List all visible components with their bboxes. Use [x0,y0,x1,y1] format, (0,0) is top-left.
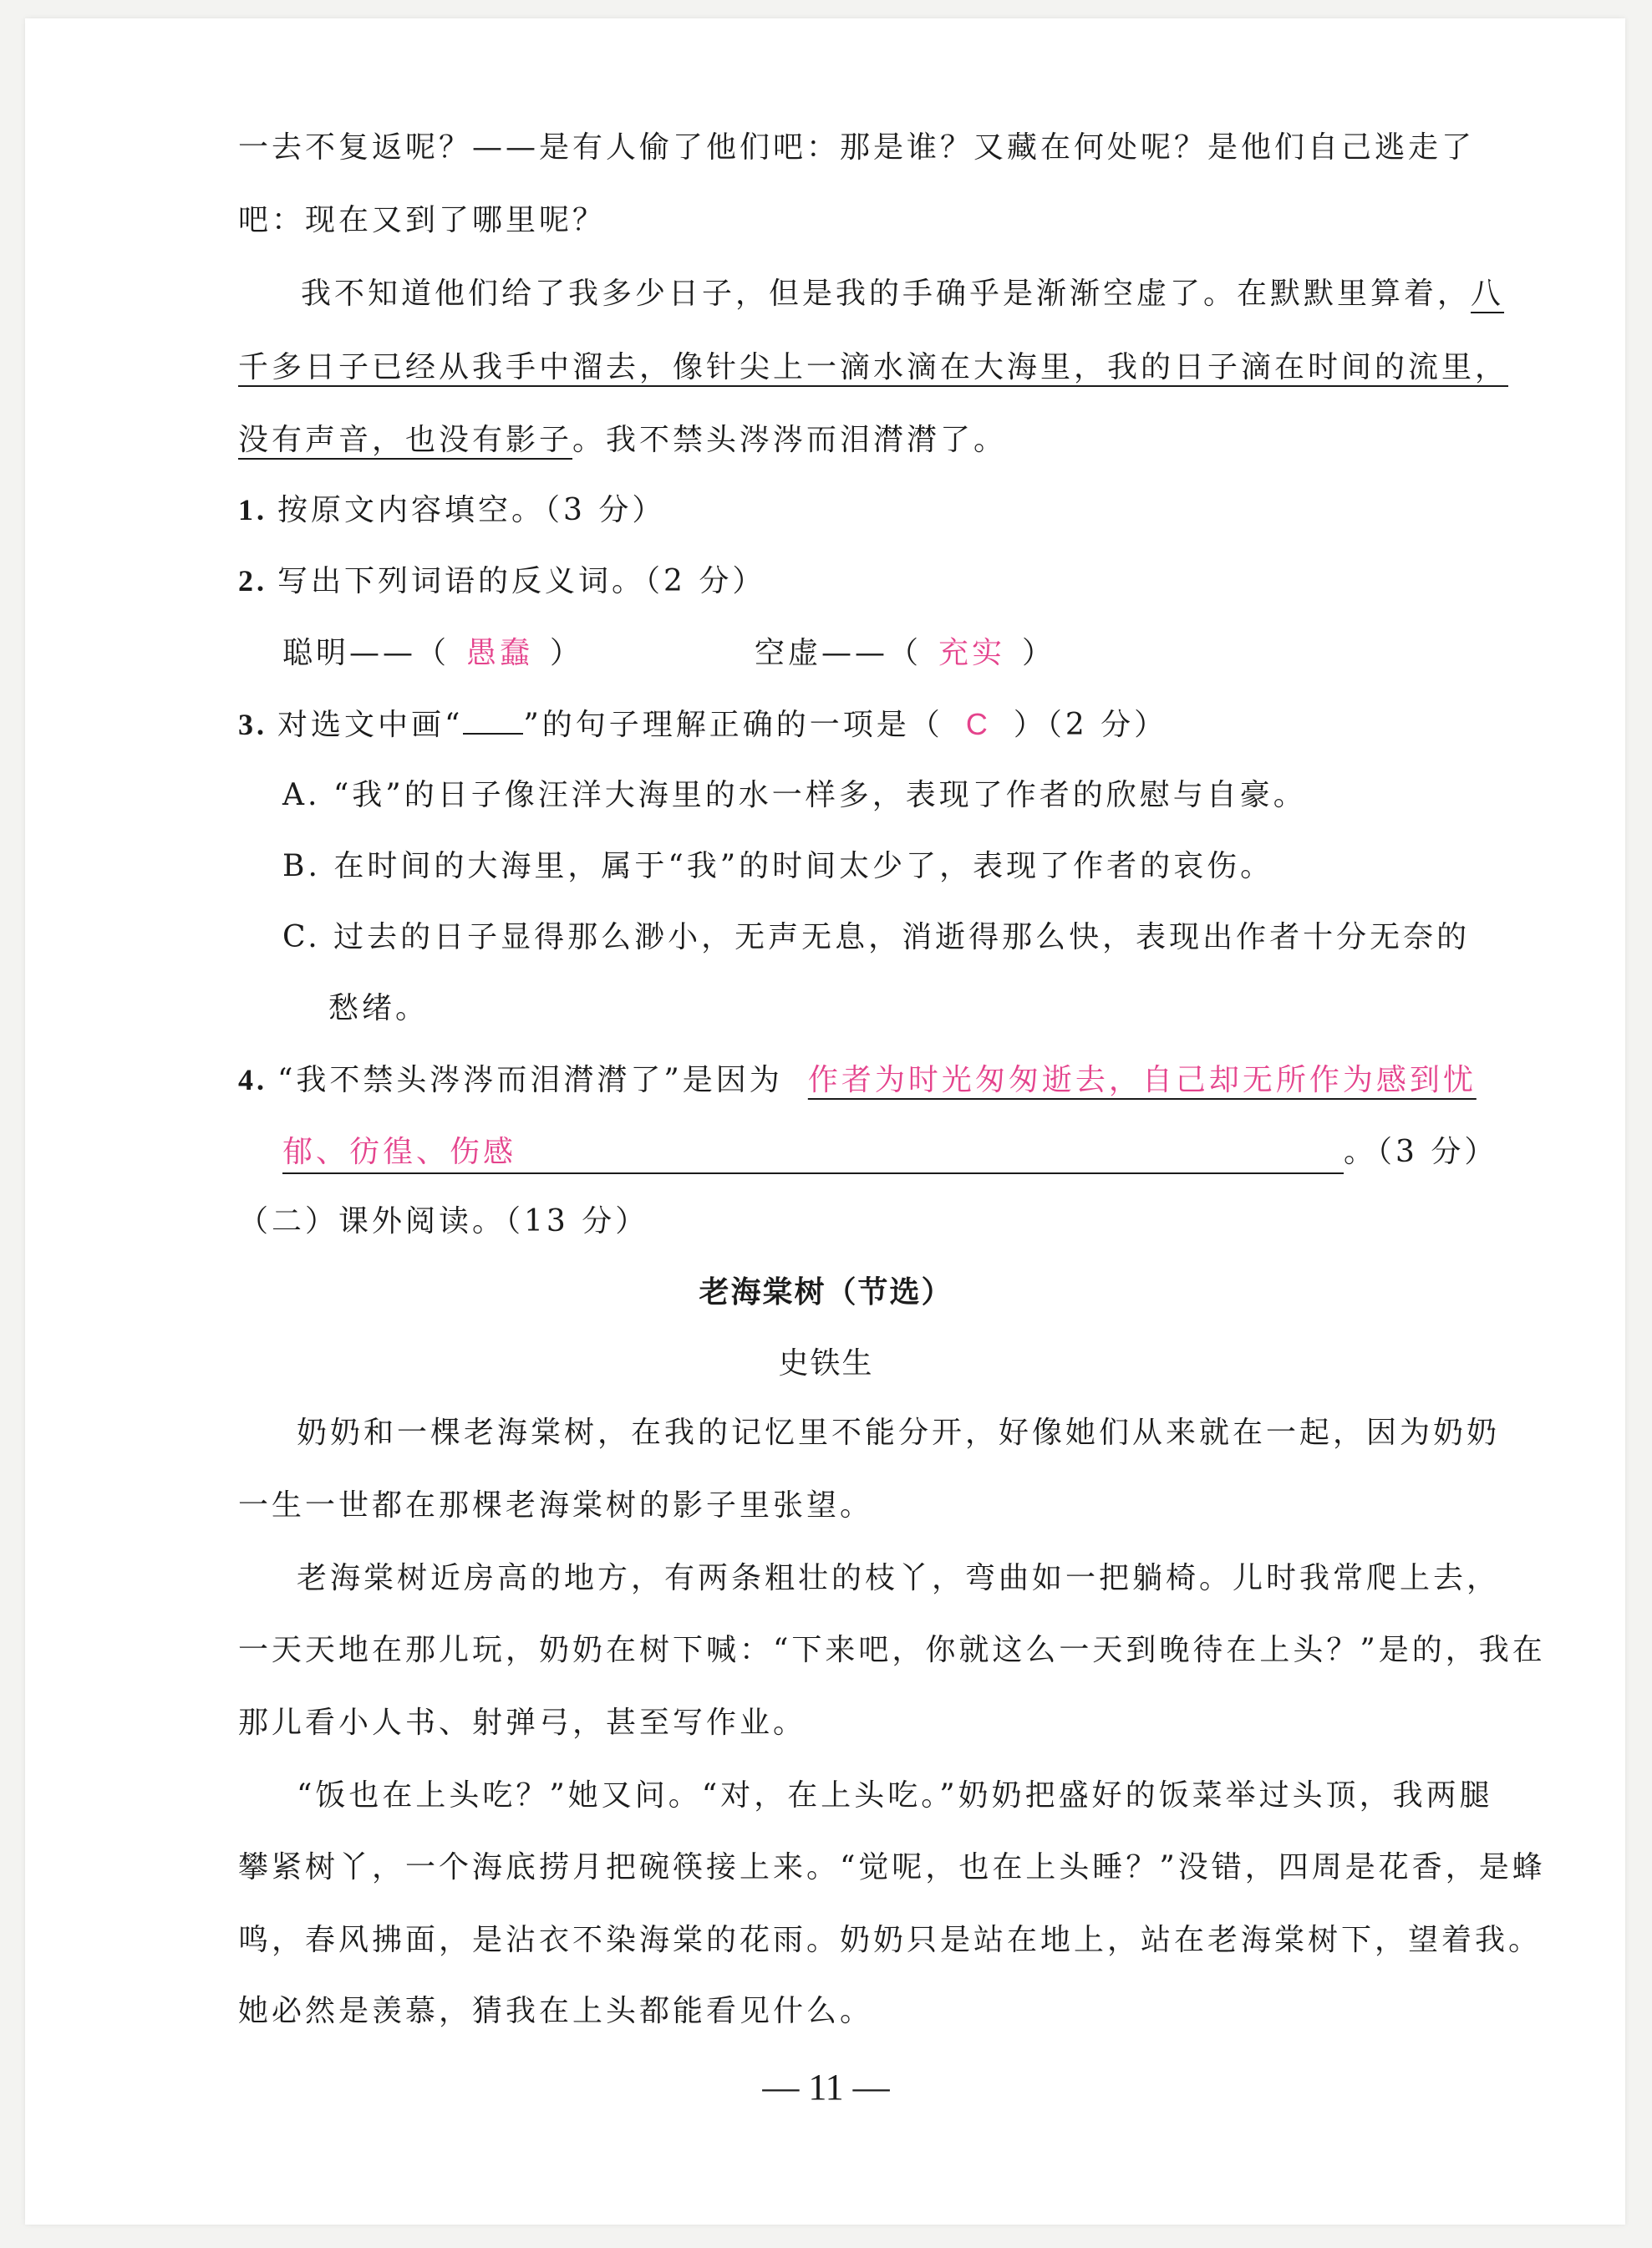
question-number: 3. [238,708,267,741]
paragraph-2-text-end: 。我不禁头涔涔而泪潸潸了。 [572,423,1008,457]
article-paragraph-2-line-3: 那儿看小人书、射弹弓，甚至写作业。 [238,1706,807,1740]
question-number: 2. [238,564,267,598]
article-paragraph-3-line-4: 她必然是羡慕，猜我在上头都能看见什么。 [238,1994,874,2028]
paragraph-2-line-3 [238,418,1471,463]
option-b: B. 在时间的大海里，属于“我”的时间太少了，表现了作者的哀伤。 [282,849,1274,883]
article-paragraph-3: “饭也在上头吃？”她又问。“对，在上头吃。”奶奶把盛好的饭菜举过头顶，我两腿 [297,1778,1493,1813]
section-heading: （二）课外阅读。（13 分） [238,1204,649,1238]
question-number: 1. [238,493,267,526]
article-author: 史铁生 [778,1346,874,1381]
underline-marker [463,733,523,735]
question-2 [238,558,1471,604]
question-text: “我不禁头涔涔而泪潸潸了”是因为 [277,1063,783,1097]
underlined-sentence: 千多日子已经从我手中溜去，像针尖上一滴水滴在大海里，我的日子滴在时间的流里， [238,350,1509,384]
answer-text: C [965,707,991,741]
article-paragraph-3-line-2: 攀紧树丫，一个海底捞月把碗筷接上来。“觉呢，也在上头睡？”没错，四周是花香，是蜂 [238,1850,1546,1884]
question-text: 对选文中画“ [277,708,464,742]
question-score: 。（3 分） [1344,1135,1498,1169]
option-c: C. 过去的日子显得那么渺小，无声无息，消逝得那么快，表现出作者十分无奈的 [282,920,1471,954]
antonym-word: 空虚——（ [755,636,923,670]
article-paragraph-3-line-3: 鸣，春风拂面，是沾衣不染海棠的花雨。奶奶只是站在地上，站在老海棠树下，望着我。 [238,1923,1543,1957]
bracket-close: ） [1022,636,1056,670]
article-paragraph-2: 老海棠树近房高的地方，有两条粗壮的枝丫，弯曲如一把躺椅。儿时我常爬上去， [297,1561,1501,1595]
antonym-word: 聪明——（ [282,636,450,670]
question-text: ”的句子理解正确的一项是（ [523,708,943,742]
question-4 [238,1057,1477,1103]
underlined-sentence-end: 没有声音，也没有影子 [238,423,573,457]
answer-text: 愚蠢 [466,636,534,670]
answer-text: 郁、彷徨、伤感 [282,1133,1344,1174]
paragraph-2-text: 我不知道他们给了我多少日子，但是我的手确乎是渐渐空虚了。在默默里算着， [301,277,1472,311]
question-text: 按原文内容填空。（3 分） [277,493,666,527]
paragraph-1-line-1: 一去不复返呢？——是有人偷了他们吧：那是谁？又藏在何处呢？是他们自己逃走了 [238,130,1476,165]
underlined-sentence-start: 八 [1471,277,1505,311]
question-text: 写出下列词语的反义词。（2 分） [277,564,766,598]
antonym-item-2 [755,631,1507,676]
question-score: ）（2 分） [1013,708,1168,742]
paragraph-1-line-2: 吧：现在又到了哪里呢？ [238,203,607,237]
answer-text: 作者为时光匆匆逝去，自己却无所作为感到忧 [807,1063,1477,1097]
bracket-close: ） [550,636,584,670]
question-number: 4. [238,1063,267,1096]
article-paragraph-1: 奶奶和一棵老海棠树，在我的记忆里不能分开，好像她们从来就在一起，因为奶奶 [297,1416,1501,1450]
page-number: — 11 — [762,2067,890,2108]
option-a: A. “我”的日子像汪洋大海里的水一样多，表现了作者的欣慰与自豪。 [282,778,1307,812]
article-title: 老海棠树（节选） [699,1275,953,1310]
question-3 [238,702,1471,748]
option-c-continued: 愁绪。 [328,991,430,1025]
question-1 [238,487,1471,533]
article-paragraph-1-line-2: 一生一世都在那棵老海棠树的影子里张望。 [238,1488,874,1523]
question-4-continued [282,1130,1498,1175]
article-paragraph-2-line-2: 一天天地在那儿玩，奶奶在树下喊：“下来吧，你就这么一天到晚待在上头？”是的，我在 [238,1633,1546,1667]
paragraph-2-line-1 [301,272,1505,317]
answer-text: 充实 [938,636,1006,670]
paragraph-2-line-2 [238,345,1509,390]
